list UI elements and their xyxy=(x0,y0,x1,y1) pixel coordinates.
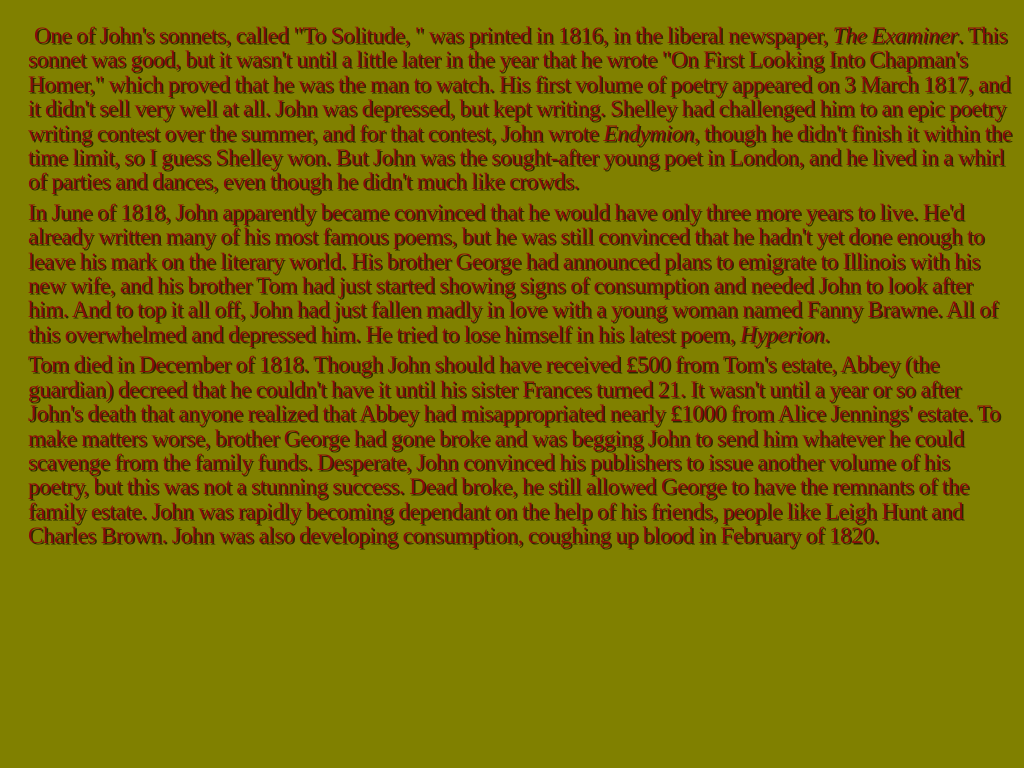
newspaper-title: The Examiner xyxy=(832,23,958,48)
paragraph-1 xyxy=(28,24,1012,195)
paragraph-3 xyxy=(28,353,1012,548)
paragraph-2 xyxy=(28,201,1012,347)
paragraph-2-segment-3: . xyxy=(824,321,830,347)
paragraph-1-segment-5: , though he didn't finish it within the time limit, so I guess Shelley won. But John was the sought-after young poet in London, and he lived in a whirl of parties and dances, even though he didn't much like crowds. xyxy=(28,120,1012,195)
paragraph-3-segment-1: Tom died in December of 1818. Though John should have received £500 from Tom's estate, Abbey (the guardian) decreed that he couldn't have it until his sister Frances turned 21. It wasn't until a year or so after John's death that anyone realized that Abbey had misappropriated nearly £1000 from Alice Jennings' estate. To make matters worse, brother George had gone broke and was begging John to send him whatever he could scavenge from the family funds. Desperate, John convinced his publishers to issue another volume of his poetry, but this was not a stunning success. Dead broke, he still allowed George to have the remnants of the family estate. John was rapidly becoming dependant on the help of his friends, people like Leigh Hunt and Charles Brown. John was also developing consumption, coughing up blood in February of 1820. xyxy=(28,352,1001,549)
paragraph-1-segment-1: One of John's sonnets, called "To Solitude, " was printed in 1816, in the liberal newspaper, xyxy=(34,23,833,48)
poem-title-endymion: Endymion xyxy=(603,120,694,146)
paragraph-1-segment-3: . This sonnet was good, but it wasn't until a little later in the year that he wrote "On First Looking Into Chapman's Homer," which proved that he was the man to watch. His first volume of poetry appeared on 3 March 1817, and it didn't sell very well at all. John was depressed, but kept writing. Shelley had challenged him to an epic poetry writing contest over the summer, and for that contest, John wrote xyxy=(28,23,1011,146)
poem-title-hyperion: Hyperion xyxy=(740,321,825,347)
paragraph-2-segment-1: In June of 1818, John apparently became convinced that he would have only three more years to live. He'd already written many of his most famous poems, but he was still convinced that he hadn't yet done enough to leave his mark on the literary world. His brother George had announced plans to emigrate to Illinois with his new wife, and his brother Tom had just started showing signs of consumption and needed John to look after him. And to top it all off, John had just fallen madly in love with a young woman named Fanny Brawne. All of this overwhelmed and depressed him. He tried to lose himself in his latest poem, xyxy=(28,199,998,347)
